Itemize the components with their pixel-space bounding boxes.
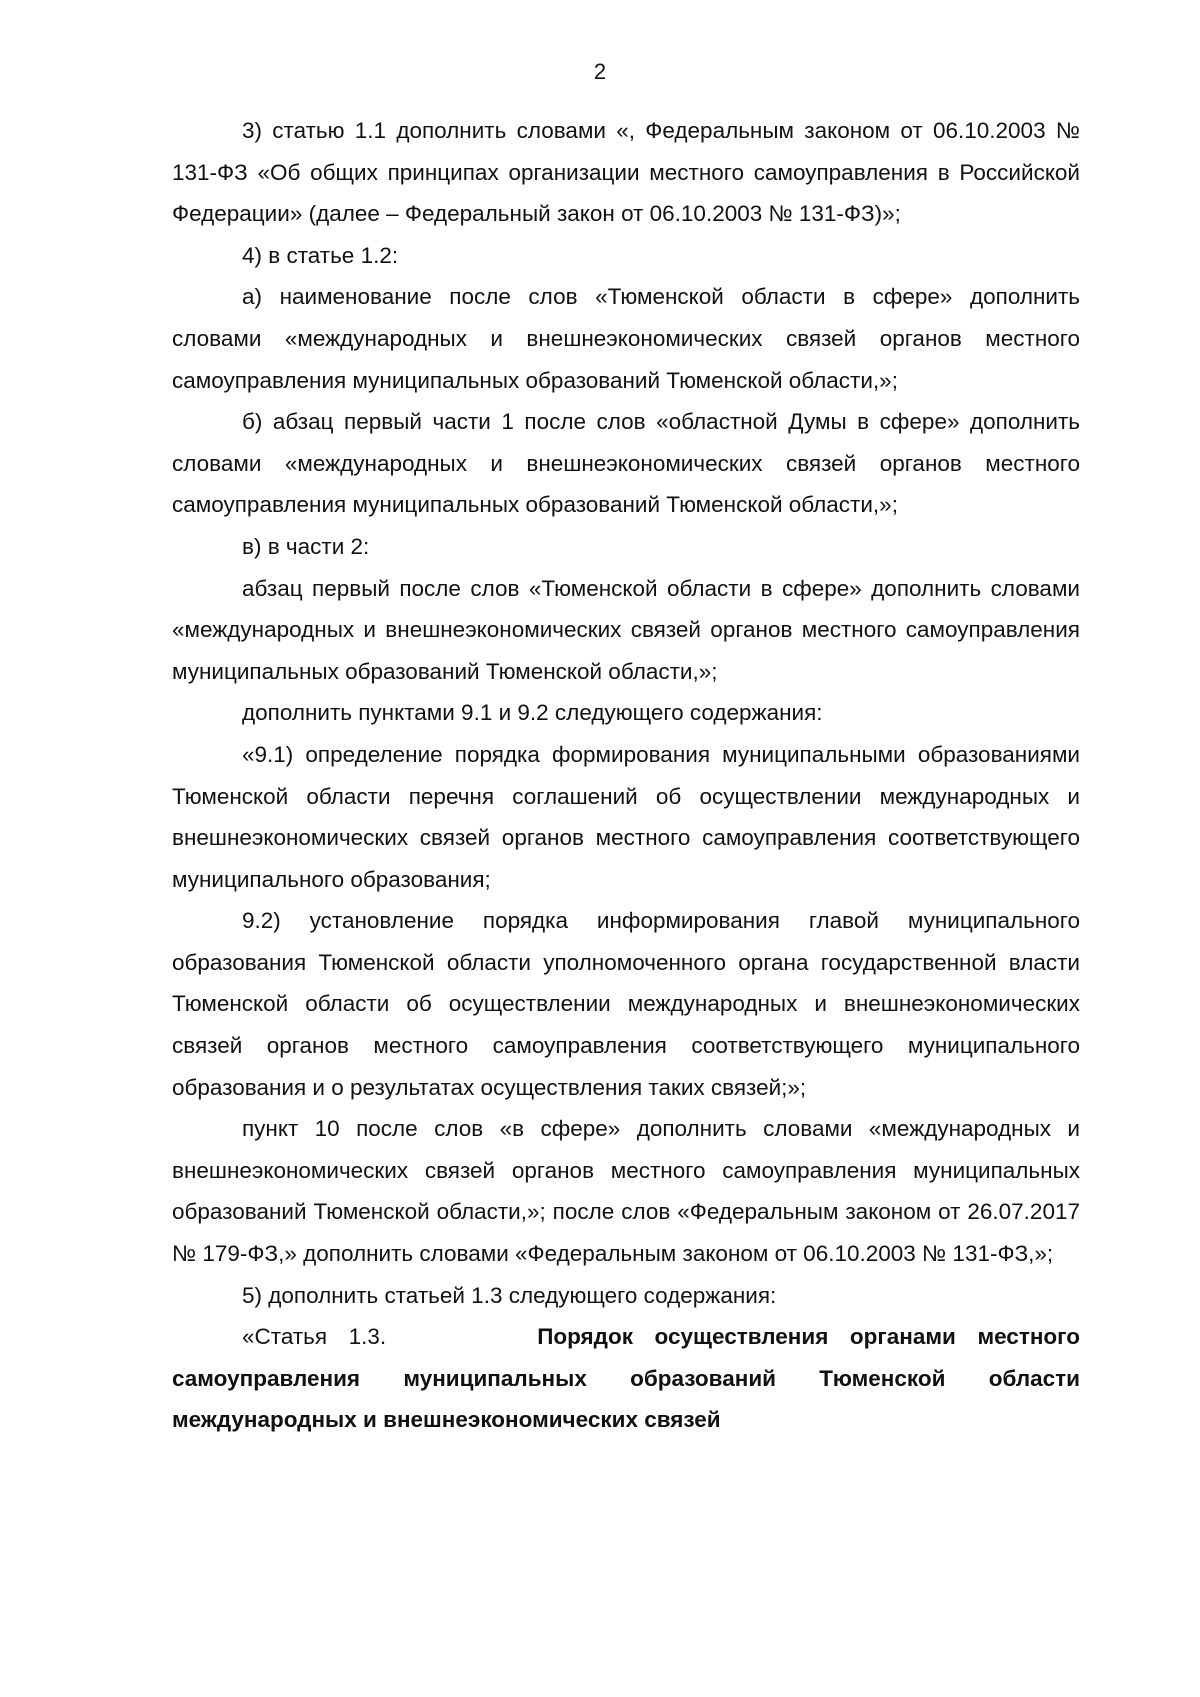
paragraph-item-3: 3) статью 1.1 дополнить словами «, Федеральным законом от 06.10.2003 № 131-ФЗ «Об общих принципах организации местного самоуправления в Российской Федерации» (далее – Федеральный закон от 06.10.2003 № 131-ФЗ)»; bbox=[172, 118, 1080, 227]
paragraph-point-9-1: «9.1) определение порядка формирования муниципальными образованиями Тюменской области перечня соглашений об осуществлении международных и внешнеэкономических связей органов местного самоуправления соответствующего муниципального образования; bbox=[172, 741, 1080, 892]
paragraph-item-4: 4) в статье 1.2: bbox=[242, 242, 399, 268]
paragraph-subitem-a: а) наименование после слов «Тюменской области в сфере» дополнить словами «международных и внешнеэкономических связей органов местного самоуправления муниципальных образований Тюменской области,»; bbox=[172, 284, 1080, 393]
article-heading-title: Порядок осуществления органами местного самоуправления муниципальных образований Тюменской области международных и внешнеэкономических связей bbox=[172, 1324, 1080, 1433]
paragraph-subitem-v: в) в части 2: bbox=[242, 533, 370, 559]
paragraph-item-5: 5) дополнить статьей 1.3 следующего содержания: bbox=[242, 1282, 777, 1308]
paragraph-point-9-2: 9.2) установление порядка информирования главой муниципального образования Тюменской области уполномоченного органа государственной власти Тюменской области об осуществлении международных и внешнеэкономических связей органов местного самоуправления соответствующего муниципального образования и о результатах осуществления таких связей;»; bbox=[172, 908, 1080, 1100]
article-heading-label: «Статья 1.3. bbox=[242, 1324, 387, 1350]
article-heading bbox=[172, 1316, 1080, 1441]
paragraph-subitem-b: б) абзац первый части 1 после слов «областной Думы в сфере» дополнить словами «международных и внешнеэкономических связей органов местного самоуправления муниципальных образований Тюменской области,»; bbox=[172, 409, 1080, 518]
paragraph-first-abzats: абзац первый после слов «Тюменской области в сфере» дополнить словами «международных и внешнеэкономических связей органов местного самоуправления муниципальных образований Тюменской области,»; bbox=[172, 575, 1080, 684]
document-body bbox=[172, 110, 1080, 1441]
page-number: 2 bbox=[593, 59, 607, 84]
paragraph-add-points: дополнить пунктами 9.1 и 9.2 следующего содержания: bbox=[242, 700, 823, 726]
paragraph-point-10: пункт 10 после слов «в сфере» дополнить словами «международных и внешнеэкономических связей органов местного самоуправления муниципальных образований Тюменской области,»; после слов «Федеральным законом от 26.07.2017 № 179-ФЗ,» дополнить словами «Федеральным законом от 06.10.2003 № 131-ФЗ,»; bbox=[172, 1116, 1080, 1267]
